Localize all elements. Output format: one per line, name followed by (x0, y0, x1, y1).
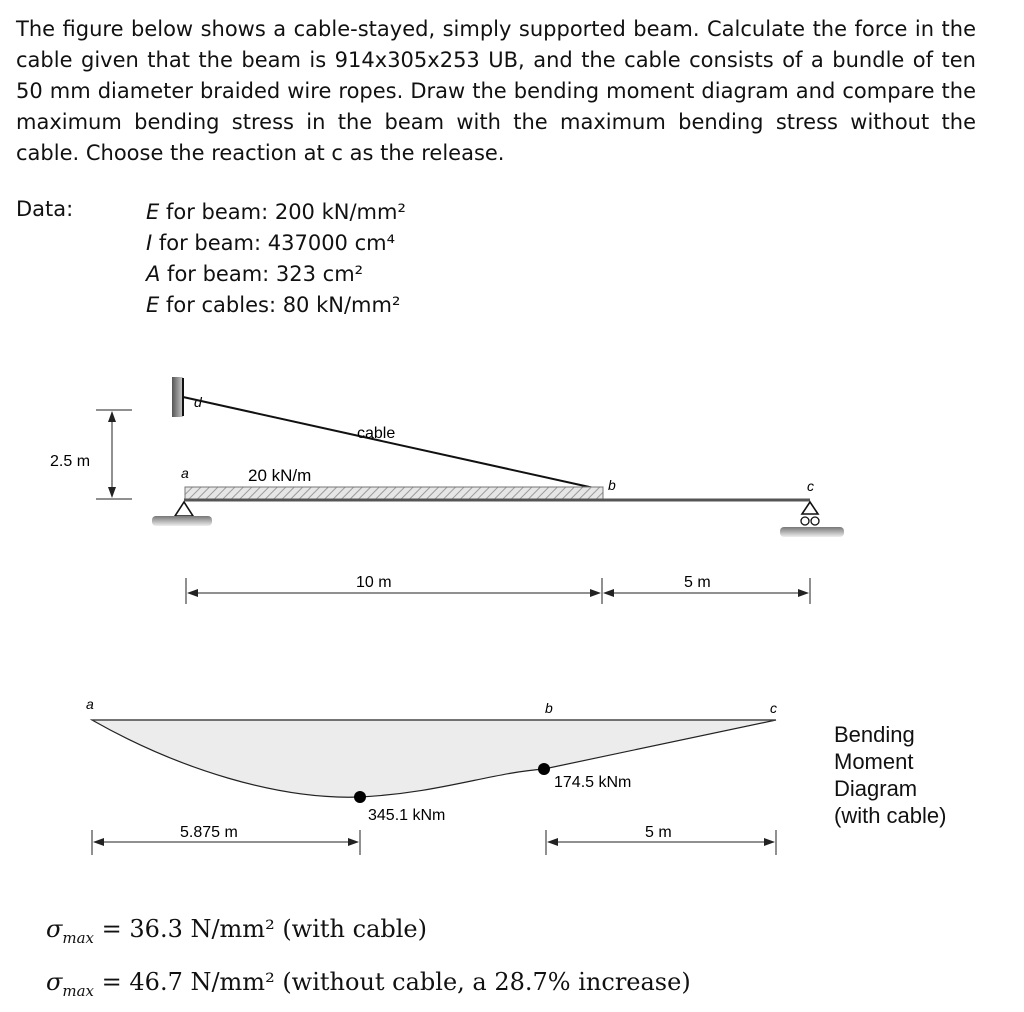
result-without-cable: $\sigma_{max} = 46.7$ N/mm² (without cable, a 28.7% increase) (46, 968, 691, 1000)
bmd-dim-bc-label: 5 m (645, 824, 672, 841)
result-with-cable: $\sigma_{max} = 36.3$ N/mm² (with cable) (46, 915, 427, 947)
b-moment-point (538, 763, 550, 775)
bmd-node-a: a (86, 696, 94, 712)
max-moment-label: 345.1 kNm (368, 807, 446, 824)
b-moment-label: 174.5 kNm (554, 774, 632, 791)
data-item-e-cables: E for cables: 80 kN/mm² (146, 293, 401, 317)
roller-support-c (780, 502, 844, 537)
bmd-node-b: b (545, 700, 553, 716)
max-moment-point (354, 791, 366, 803)
span-bc-label: 5 m (684, 574, 711, 591)
bmd-shape (92, 720, 776, 797)
bmd-legend (834, 721, 946, 829)
node-a-label: a (181, 465, 189, 481)
bmd-dim-max-label: 5.875 m (180, 824, 238, 841)
problem-statement: The figure below shows a cable-stayed, simply supported beam. Calculate the force in the cable given that the beam is 914x305x253 UB, and the cable consists of a bundle of ten 50 mm diameter braided wire ropes. Draw the bending moment diagram and compare the maximum bending stress in the beam with the maximum bending stress without the cable. Choose the reaction at c as the release. (16, 17, 976, 165)
legend-line-3: Diagram (834, 776, 918, 801)
cable-label: cable (357, 425, 396, 442)
data-item-e-beam: E for beam: 200 kN/mm² (146, 200, 406, 224)
load-label: 20 kN/m (248, 466, 312, 485)
distributed-load (185, 487, 603, 499)
data-item-a-beam: A for beam: 323 cm² (146, 262, 364, 286)
legend-line-4: (with cable) (834, 803, 947, 828)
pin-support-a (152, 502, 212, 526)
span-dimension (186, 578, 810, 604)
node-c-label: c (807, 478, 814, 494)
data-item-i-beam: I for beam: 437000 cm⁴ (146, 231, 396, 255)
data-label: Data: (16, 197, 74, 221)
span-ab-label: 10 m (356, 574, 392, 591)
height-dimension (96, 410, 132, 499)
height-label: 2.5 m (50, 453, 91, 470)
bmd-node-c: c (770, 700, 777, 716)
cable-line (183, 397, 603, 490)
node-b-label: b (608, 477, 616, 493)
legend-line-1: Bending (834, 722, 915, 747)
wall-support (172, 377, 183, 417)
legend-line-2: Moment (834, 749, 914, 774)
node-d-label: d (194, 394, 202, 410)
